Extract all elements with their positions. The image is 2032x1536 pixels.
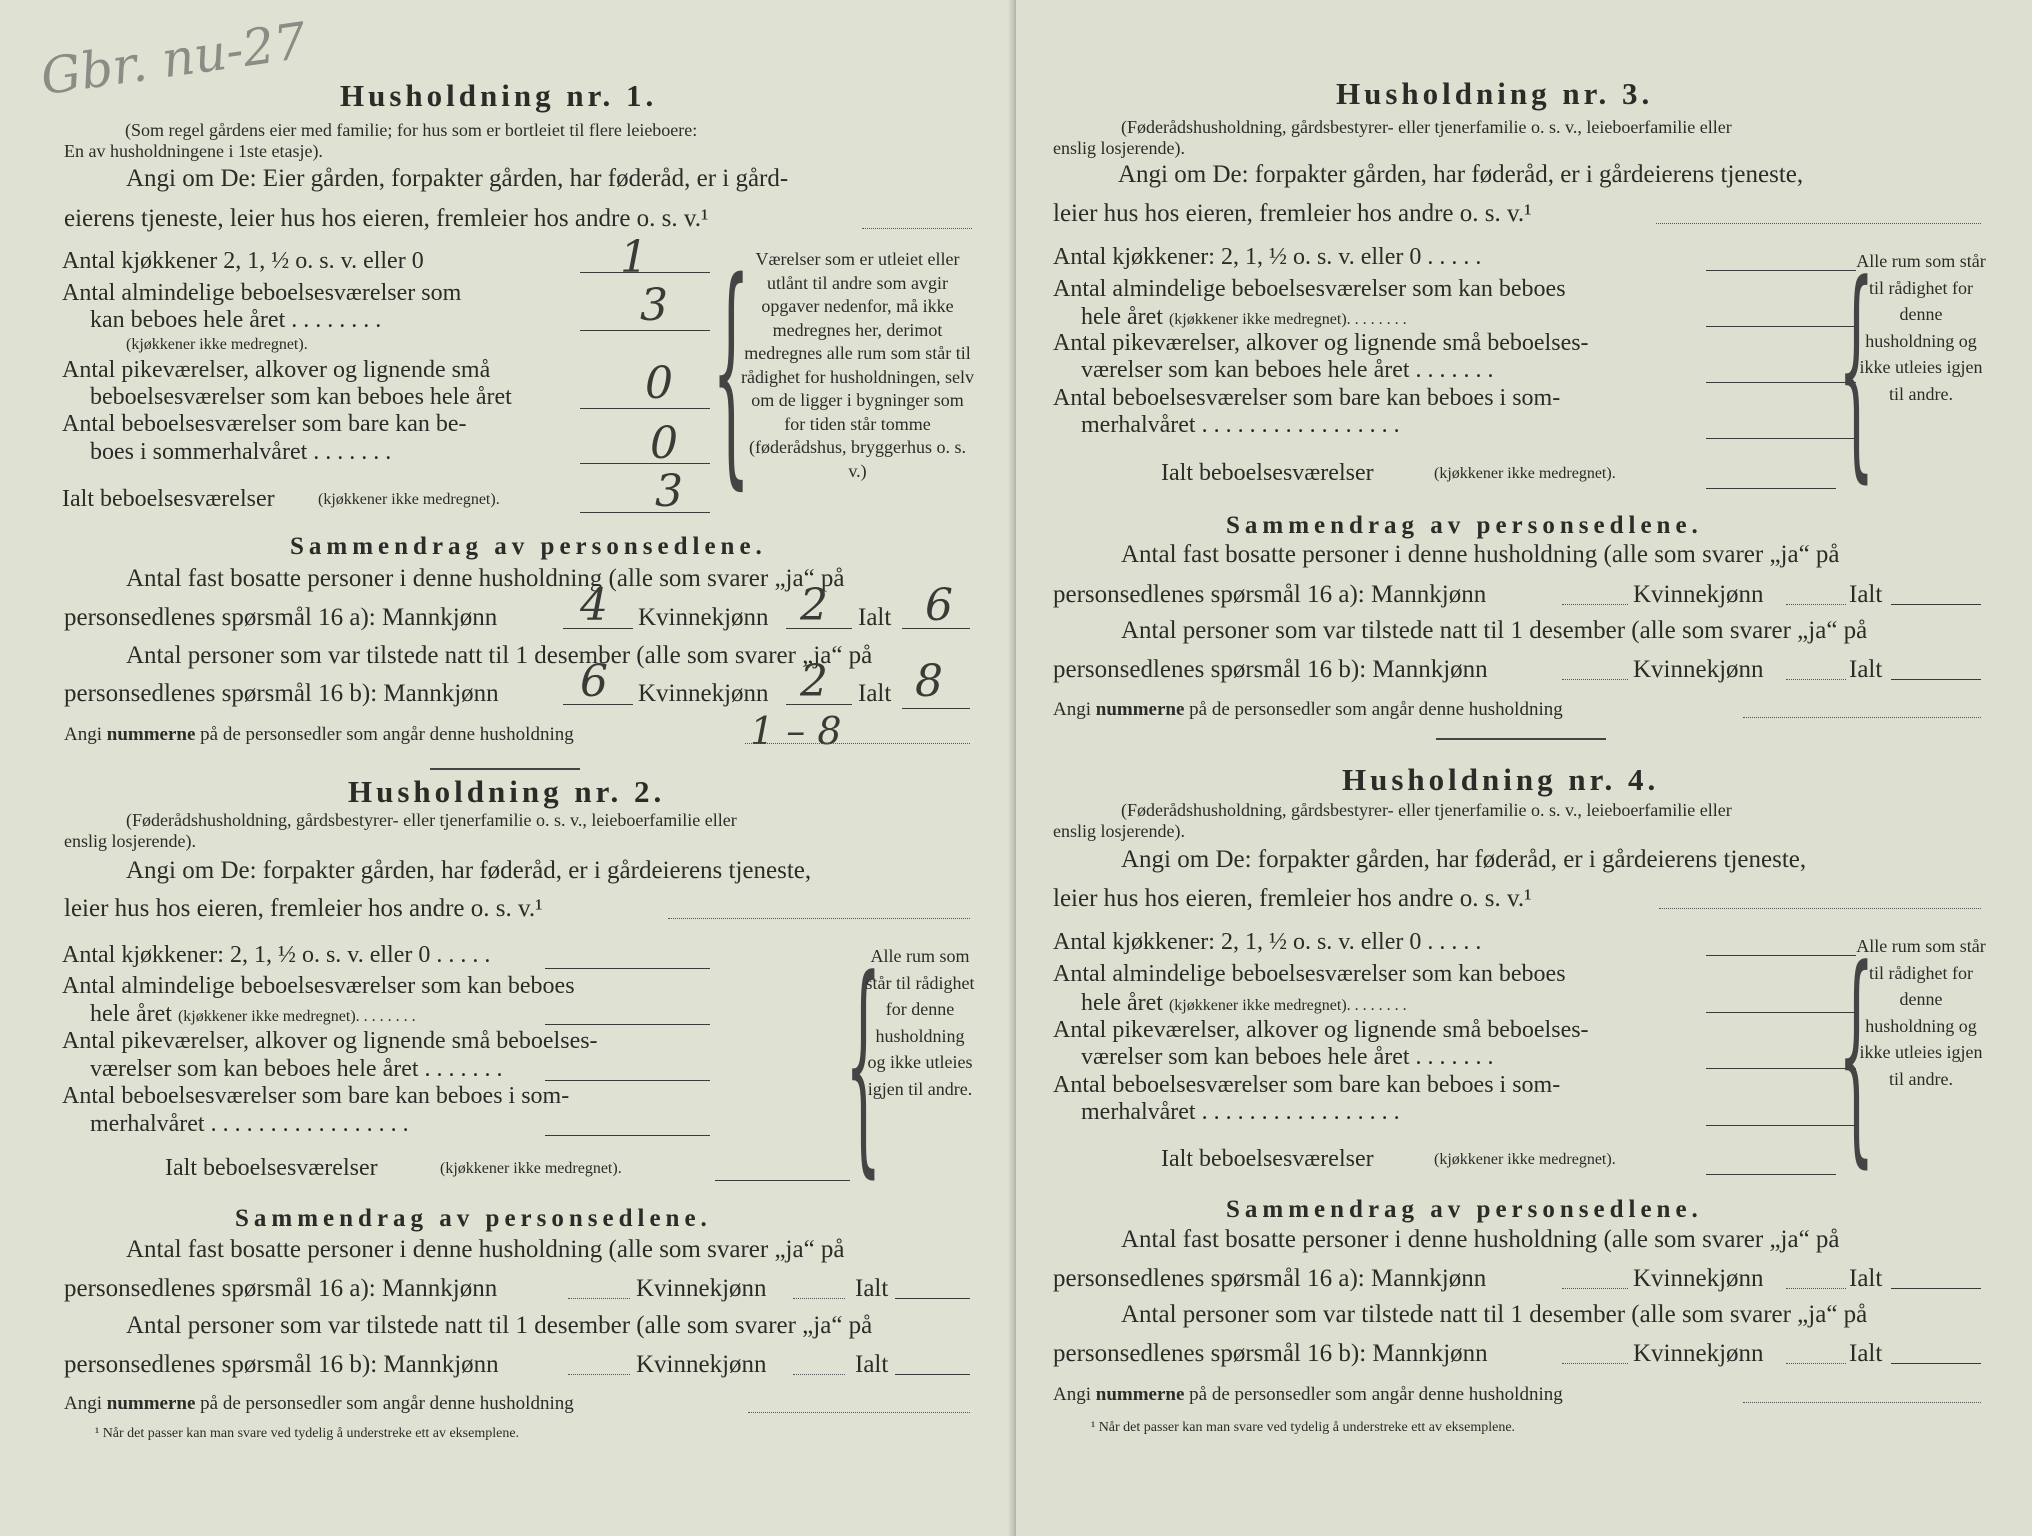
- h4-present-line2: personsedlenes spørsmål 16 b): Mannkjønn: [1053, 1340, 1488, 1367]
- h4-rooms-label-1: Antal almindelige beboelsesværelser som kan beboes: [1053, 961, 1566, 987]
- h4-resident-line2: personsedlenes spørsmål 16 a): Mannkjønn: [1053, 1265, 1487, 1292]
- h3-total-rooms-label: Ialt beboelsesværelser: [1161, 460, 1374, 486]
- h1-resident-female-line: [786, 628, 852, 629]
- h3-present-line2: personsedlenes spørsmål 16 b): Mannkjønn: [1053, 656, 1488, 683]
- h1-present-female-value[interactable]: 2: [800, 656, 828, 707]
- h4-resident-total-label: Ialt: [1849, 1265, 1883, 1292]
- h1-kitchens-label: Antal kjøkkener 2, 1, ½ o. s. v. eller 0: [62, 248, 424, 274]
- h1-rooms-line: [580, 330, 710, 331]
- h1-summary-title: Sammendrag av personsedlene.: [290, 533, 767, 560]
- h3-total-rooms-note: (kjøkkener ikke medregnet).: [1434, 465, 1616, 482]
- h2-resident-total-label: Ialt: [855, 1275, 889, 1302]
- h3-total-rooms-line[interactable]: [1706, 488, 1836, 489]
- h3-resident-female-line[interactable]: [1786, 604, 1846, 605]
- h1-total-rooms-value[interactable]: 3: [655, 466, 683, 517]
- household-1-note-line2: En av husholdningene i 1ste etasje).: [64, 141, 323, 161]
- household-2-title: Husholdning nr. 2.: [348, 774, 666, 809]
- household-1-note-line1: (Som regel gårdens eier med familie; for hus som er bortleiet til flere leieboere:: [125, 120, 698, 140]
- h4-present-total-line[interactable]: [1891, 1363, 1981, 1364]
- h2-present-line2: personsedlenes spørsmål 16 b): Mannkjønn: [64, 1351, 499, 1378]
- h3-side-note: Alle rum som står til rådighet for denne husholdning og ikke utleies igjen til andre.: [1856, 251, 1986, 404]
- h4-numbers-label: Angi nummerne på de personsedler som angår denne husholdning: [1053, 1384, 1563, 1405]
- h4-summer-rooms-label-1: Antal beboelsesværelser som bare kan beboes i som-: [1053, 1072, 1561, 1098]
- h2-resident-female-line[interactable]: [793, 1298, 845, 1299]
- h1-resident-total-label: Ialt: [858, 604, 892, 631]
- h1-summer-rooms-line: [580, 463, 710, 464]
- right-footnote: ¹ Når det passer kan man svare ved tydelig å understreke ett av eksemplene.: [1091, 1420, 1516, 1435]
- h4-total-rooms-line[interactable]: [1706, 1174, 1836, 1175]
- household-3-note-line1: (Føderådshusholdning, gårdsbestyrer- eller tjenerfamilie o. s. v., leieboerfamilie eller: [1121, 117, 1732, 137]
- h4-present-female-line[interactable]: [1786, 1363, 1846, 1364]
- h1-resident-female-label: Kvinnekjønn: [638, 604, 769, 631]
- h2-present-male-line[interactable]: [568, 1374, 630, 1375]
- household-2-angi-line2: leier hus hos eieren, fremleier hos andre o. s. v.¹: [64, 895, 543, 922]
- h3-kitchens-line[interactable]: [1706, 270, 1856, 271]
- h1-resident-female-value[interactable]: 2: [800, 580, 828, 631]
- h1-resident-line2: personsedlenes spørsmål 16 a): Mannkjønn: [64, 604, 498, 631]
- h1-maid-rooms-label-1: Antal pikeværelser, alkover og lignende små: [62, 357, 491, 383]
- h1-maid-rooms-value[interactable]: 0: [645, 358, 673, 409]
- h2-resident-line1: Antal fast bosatte personer i denne husholdning (alle som svarer „ja“ på: [126, 1236, 845, 1263]
- household-4-angi-answer-line[interactable]: [1659, 908, 1981, 909]
- h1-resident-total-line: [902, 628, 970, 629]
- pencil-annotation: Gbr. nu-27: [37, 11, 310, 107]
- h1-side-note: Værelser som er utleiet eller utlånt til andre som avgir opgaver nedenfor, må ikke medregnes her, derimot medregnes alle rum som står til rådighet for husholdningen, selv om de ligger i bygninger som for tiden står tomme (føderådshus, bryggerhus o. s. v.): [741, 249, 974, 481]
- h4-rooms-label-2: hele året (kjøkkener ikke medregnet). . . . . . . .: [1081, 990, 1407, 1016]
- h1-total-rooms-label: Ialt beboelsesværelser: [62, 486, 275, 512]
- h1-numbers-label: Angi nummerne på de personsedler som angår denne husholdning: [64, 724, 574, 745]
- h4-present-line1: Antal personer som var tilstede natt til 1 desember (alle som svarer „ja“ på: [1121, 1301, 1868, 1328]
- h2-present-line1: Antal personer som var tilstede natt til 1 desember (alle som svarer „ja“ på: [126, 1312, 873, 1339]
- h2-resident-total-line[interactable]: [895, 1298, 970, 1299]
- h2-maid-rooms-line[interactable]: [545, 1080, 710, 1081]
- h3-rooms-line[interactable]: [1706, 326, 1856, 327]
- h3-rooms-label-2: hele året (kjøkkener ikke medregnet). . . . . . . .: [1081, 304, 1407, 330]
- h1-present-male-value[interactable]: 6: [580, 656, 608, 707]
- h3-resident-male-line[interactable]: [1562, 604, 1628, 605]
- h2-present-female-line[interactable]: [793, 1374, 845, 1375]
- h3-resident-total-line[interactable]: [1891, 604, 1981, 605]
- h1-summer-rooms-label-2: boes i sommerhalvåret . . . . . . .: [90, 439, 392, 465]
- household-3-note-line2: enslig losjerende).: [1053, 138, 1185, 158]
- h2-brace: {: [845, 931, 882, 1198]
- h3-present-total-label: Ialt: [1849, 656, 1883, 683]
- h2-summer-rooms-label-1: Antal beboelsesværelser som bare kan beboes i som-: [62, 1083, 570, 1109]
- h1-present-total-line: [902, 708, 970, 709]
- household-4-angi-line2: leier hus hos eieren, fremleier hos andre o. s. v.¹: [1053, 885, 1532, 912]
- h3-present-line1: Antal personer som var tilstede natt til 1 desember (alle som svarer „ja“ på: [1121, 617, 1868, 644]
- h3-numbers-label: Angi nummerne på de personsedler som angår denne husholdning: [1053, 699, 1563, 720]
- h1-kitchens-line: [580, 272, 710, 273]
- h1-rooms-label-2: kan beboes hele året . . . . . . . .: [90, 307, 382, 333]
- h2-numbers-label: Angi nummerne på de personsedler som angår denne husholdning: [64, 1393, 574, 1414]
- h4-summer-rooms-label-2: merhalvåret . . . . . . . . . . . . . . . . .: [1081, 1099, 1400, 1125]
- h4-kitchens-line[interactable]: [1706, 955, 1856, 956]
- h1-present-female-line: [786, 704, 852, 705]
- h1-total-rooms-note: (kjøkkener ikke medregnet).: [318, 491, 500, 508]
- h1-resident-line1: Antal fast bosatte personer i denne husholdning (alle som svarer „ja“ på: [126, 565, 845, 592]
- h4-brace: {: [1838, 921, 1875, 1188]
- h4-total-rooms-label: Ialt beboelsesværelser: [1161, 1146, 1374, 1172]
- household-1-angi-line2: eierens tjeneste, leier hus hos eieren, fremleier hos andre o. s. v.¹: [64, 205, 709, 232]
- h4-resident-total-line[interactable]: [1891, 1288, 1981, 1289]
- h2-numbers-line[interactable]: [748, 1412, 970, 1413]
- h3-maid-rooms-label-2: værelser som kan beboes hele året . . . . . . .: [1081, 357, 1494, 383]
- h4-present-female-label: Kvinnekjønn: [1633, 1340, 1764, 1367]
- h2-rooms-label-1: Antal almindelige beboelsesværelser som kan beboes: [62, 973, 575, 999]
- h1-total-rooms-line: [580, 512, 710, 513]
- h4-maid-rooms-label-1: Antal pikeværelser, alkover og lignende små beboelses-: [1053, 1017, 1589, 1043]
- h3-present-female-line[interactable]: [1786, 679, 1846, 680]
- h2-total-rooms-line[interactable]: [715, 1180, 850, 1181]
- h3-summary-title: Sammendrag av personsedlene.: [1226, 512, 1703, 539]
- h1-present-line1: Antal personer som var tilstede natt til 1 desember (alle som svarer „ja“ på: [126, 642, 873, 669]
- h1-numbers-value[interactable]: 1 – 8: [750, 709, 842, 753]
- h4-resident-line1: Antal fast bosatte personer i denne husholdning (alle som svarer „ja“ på: [1121, 1226, 1840, 1253]
- h1-maid-rooms-label-2: beboelsesværelser som kan beboes hele året: [90, 384, 512, 410]
- h3-h4-separator: [1436, 738, 1606, 740]
- h1-brace: {: [712, 230, 751, 510]
- h3-resident-female-label: Kvinnekjønn: [1633, 581, 1764, 608]
- h3-maid-rooms-label-1: Antal pikeværelser, alkover og lignende små beboelses-: [1053, 330, 1589, 356]
- h2-present-female-label: Kvinnekjønn: [636, 1351, 767, 1378]
- h4-side-note: Alle rum som står til rådighet for denne husholdning og ikke utleies igjen til andre.: [1856, 936, 1986, 1089]
- right-page: [1016, 0, 2032, 1536]
- h3-summer-rooms-label-2: merhalvåret . . . . . . . . . . . . . . . . .: [1081, 412, 1400, 438]
- h1-present-total-value[interactable]: 8: [915, 656, 943, 707]
- h1-rooms-value[interactable]: 3: [640, 280, 668, 331]
- household-3-angi-line2: leier hus hos eieren, fremleier hos andre o. s. v.¹: [1053, 200, 1532, 227]
- household-4-note-line1: (Føderådshusholdning, gårdsbestyrer- eller tjenerfamilie o. s. v., leieboerfamilie eller: [1121, 800, 1732, 820]
- h4-kitchens-label: Antal kjøkkener: 2, 1, ½ o. s. v. eller 0 . . . . .: [1053, 929, 1482, 955]
- h3-kitchens-label: Antal kjøkkener: 2, 1, ½ o. s. v. eller 0 . . . . .: [1053, 244, 1482, 270]
- household-1-title: Husholdning nr. 1.: [340, 78, 658, 113]
- h4-maid-rooms-label-2: værelser som kan beboes hele året . . . . . . .: [1081, 1044, 1494, 1070]
- h4-maid-rooms-line[interactable]: [1706, 1068, 1856, 1069]
- h4-resident-female-label: Kvinnekjønn: [1633, 1265, 1764, 1292]
- household-1-angi-answer-line[interactable]: [862, 228, 972, 229]
- h2-present-total-line[interactable]: [895, 1374, 970, 1375]
- h3-summer-rooms-label-1: Antal beboelsesværelser som bare kan beboes i som-: [1053, 385, 1561, 411]
- h1-summer-rooms-label-1: Antal beboelsesværelser som bare kan be-: [62, 411, 467, 437]
- h3-summer-rooms-line[interactable]: [1706, 438, 1856, 439]
- household-4-note-line2: enslig losjerende).: [1053, 821, 1185, 841]
- household-2-note-line2: enslig losjerende).: [64, 831, 196, 851]
- h1-resident-total-value[interactable]: 6: [925, 580, 953, 631]
- h2-summer-rooms-label-2: merhalvåret . . . . . . . . . . . . . . . . .: [90, 1111, 409, 1137]
- h1-present-female-label: Kvinnekjønn: [638, 680, 769, 707]
- h2-summary-title: Sammendrag av personsedlene.: [235, 1205, 712, 1232]
- h1-rooms-label-1: Antal almindelige beboelsesværelser som: [62, 280, 462, 306]
- h2-kitchens-label: Antal kjøkkener: 2, 1, ½ o. s. v. eller 0 . . . . .: [62, 942, 491, 968]
- h4-rooms-line[interactable]: [1706, 1012, 1856, 1013]
- h4-numbers-line[interactable]: [1743, 1402, 1981, 1403]
- household-3-angi-answer-line[interactable]: [1656, 223, 1981, 224]
- h2-total-rooms-note: (kjøkkener ikke medregnet).: [440, 1160, 622, 1177]
- h2-rooms-label-2: hele året (kjøkkener ikke medregnet). . . . . . . .: [90, 1001, 416, 1027]
- h4-present-male-line[interactable]: [1562, 1363, 1628, 1364]
- h4-summary-title: Sammendrag av personsedlene.: [1226, 1196, 1703, 1223]
- h1-rooms-label-3: (kjøkkener ikke medregnet).: [126, 336, 308, 353]
- h2-side-note: Alle rum som står til rådighet for denne husholdning og ikke utleies igjen til andre.: [865, 946, 975, 1099]
- h1-h2-separator: [430, 768, 580, 770]
- h4-resident-male-line[interactable]: [1562, 1288, 1628, 1289]
- household-3-title: Husholdning nr. 3.: [1336, 76, 1654, 111]
- h4-total-rooms-note: (kjøkkener ikke medregnet).: [1434, 1151, 1616, 1168]
- h1-resident-male-line: [563, 628, 633, 629]
- h2-maid-rooms-label-2: værelser som kan beboes hele året . . . . . . .: [90, 1056, 503, 1082]
- household-1-angi-line1: Angi om De: Eier gården, forpakter gården, har føderåd, er i gård-: [126, 165, 789, 192]
- h1-present-total-label: Ialt: [858, 680, 892, 707]
- h3-maid-rooms-line[interactable]: [1706, 382, 1856, 383]
- household-2-angi-line1: Angi om De: forpakter gården, har føderåd, er i gårdeierens tjeneste,: [126, 857, 812, 884]
- h2-rooms-line[interactable]: [545, 1024, 710, 1025]
- left-footnote: ¹ Når det passer kan man svare ved tydelig å understreke ett av eksemplene.: [95, 1426, 520, 1441]
- h3-present-total-line[interactable]: [1891, 679, 1981, 680]
- h2-resident-line2: personsedlenes spørsmål 16 a): Mannkjønn: [64, 1275, 498, 1302]
- h3-resident-line1: Antal fast bosatte personer i denne husholdning (alle som svarer „ja“ på: [1121, 541, 1840, 568]
- h2-maid-rooms-label-1: Antal pikeværelser, alkover og lignende små beboelses-: [62, 1028, 598, 1054]
- h3-resident-line2: personsedlenes spørsmål 16 a): Mannkjønn: [1053, 581, 1487, 608]
- h1-resident-male-value[interactable]: 4: [580, 580, 608, 631]
- h2-kitchens-line[interactable]: [545, 968, 710, 969]
- h4-summer-rooms-line[interactable]: [1706, 1125, 1856, 1126]
- h3-rooms-label-1: Antal almindelige beboelsesværelser som kan beboes: [1053, 276, 1566, 302]
- h2-summer-rooms-line[interactable]: [545, 1135, 710, 1136]
- household-3-angi-line1: Angi om De: forpakter gården, har føderåd, er i gårdeierens tjeneste,: [1118, 161, 1804, 188]
- h2-resident-male-line[interactable]: [568, 1298, 630, 1299]
- h1-present-male-line: [563, 704, 633, 705]
- h3-brace: {: [1838, 236, 1875, 503]
- household-2-note-line1: (Føderådshusholdning, gårdsbestyrer- eller tjenerfamilie o. s. v., leieboerfamilie eller: [126, 810, 737, 830]
- household-4-angi-line1: Angi om De: forpakter gården, har føderåd, er i gårdeierens tjeneste,: [1121, 846, 1807, 873]
- h2-present-total-label: Ialt: [855, 1351, 889, 1378]
- h1-numbers-line: [745, 743, 970, 744]
- h3-resident-total-label: Ialt: [1849, 581, 1883, 608]
- h1-summer-rooms-value[interactable]: 0: [650, 418, 678, 469]
- h3-present-female-label: Kvinnekjønn: [1633, 656, 1764, 683]
- household-2-angi-answer-line[interactable]: [668, 918, 970, 919]
- h1-maid-rooms-line: [580, 408, 710, 409]
- h2-resident-female-label: Kvinnekjønn: [636, 1275, 767, 1302]
- h4-present-total-label: Ialt: [1849, 1340, 1883, 1367]
- h4-resident-female-line[interactable]: [1786, 1288, 1846, 1289]
- household-4-title: Husholdning nr. 4.: [1342, 762, 1660, 797]
- h3-numbers-line[interactable]: [1743, 717, 1981, 718]
- h1-present-line2: personsedlenes spørsmål 16 b): Mannkjønn: [64, 680, 499, 707]
- h1-kitchens-value[interactable]: 1: [620, 232, 648, 283]
- h3-present-male-line[interactable]: [1562, 679, 1628, 680]
- h2-total-rooms-label: Ialt beboelsesværelser: [165, 1155, 378, 1181]
